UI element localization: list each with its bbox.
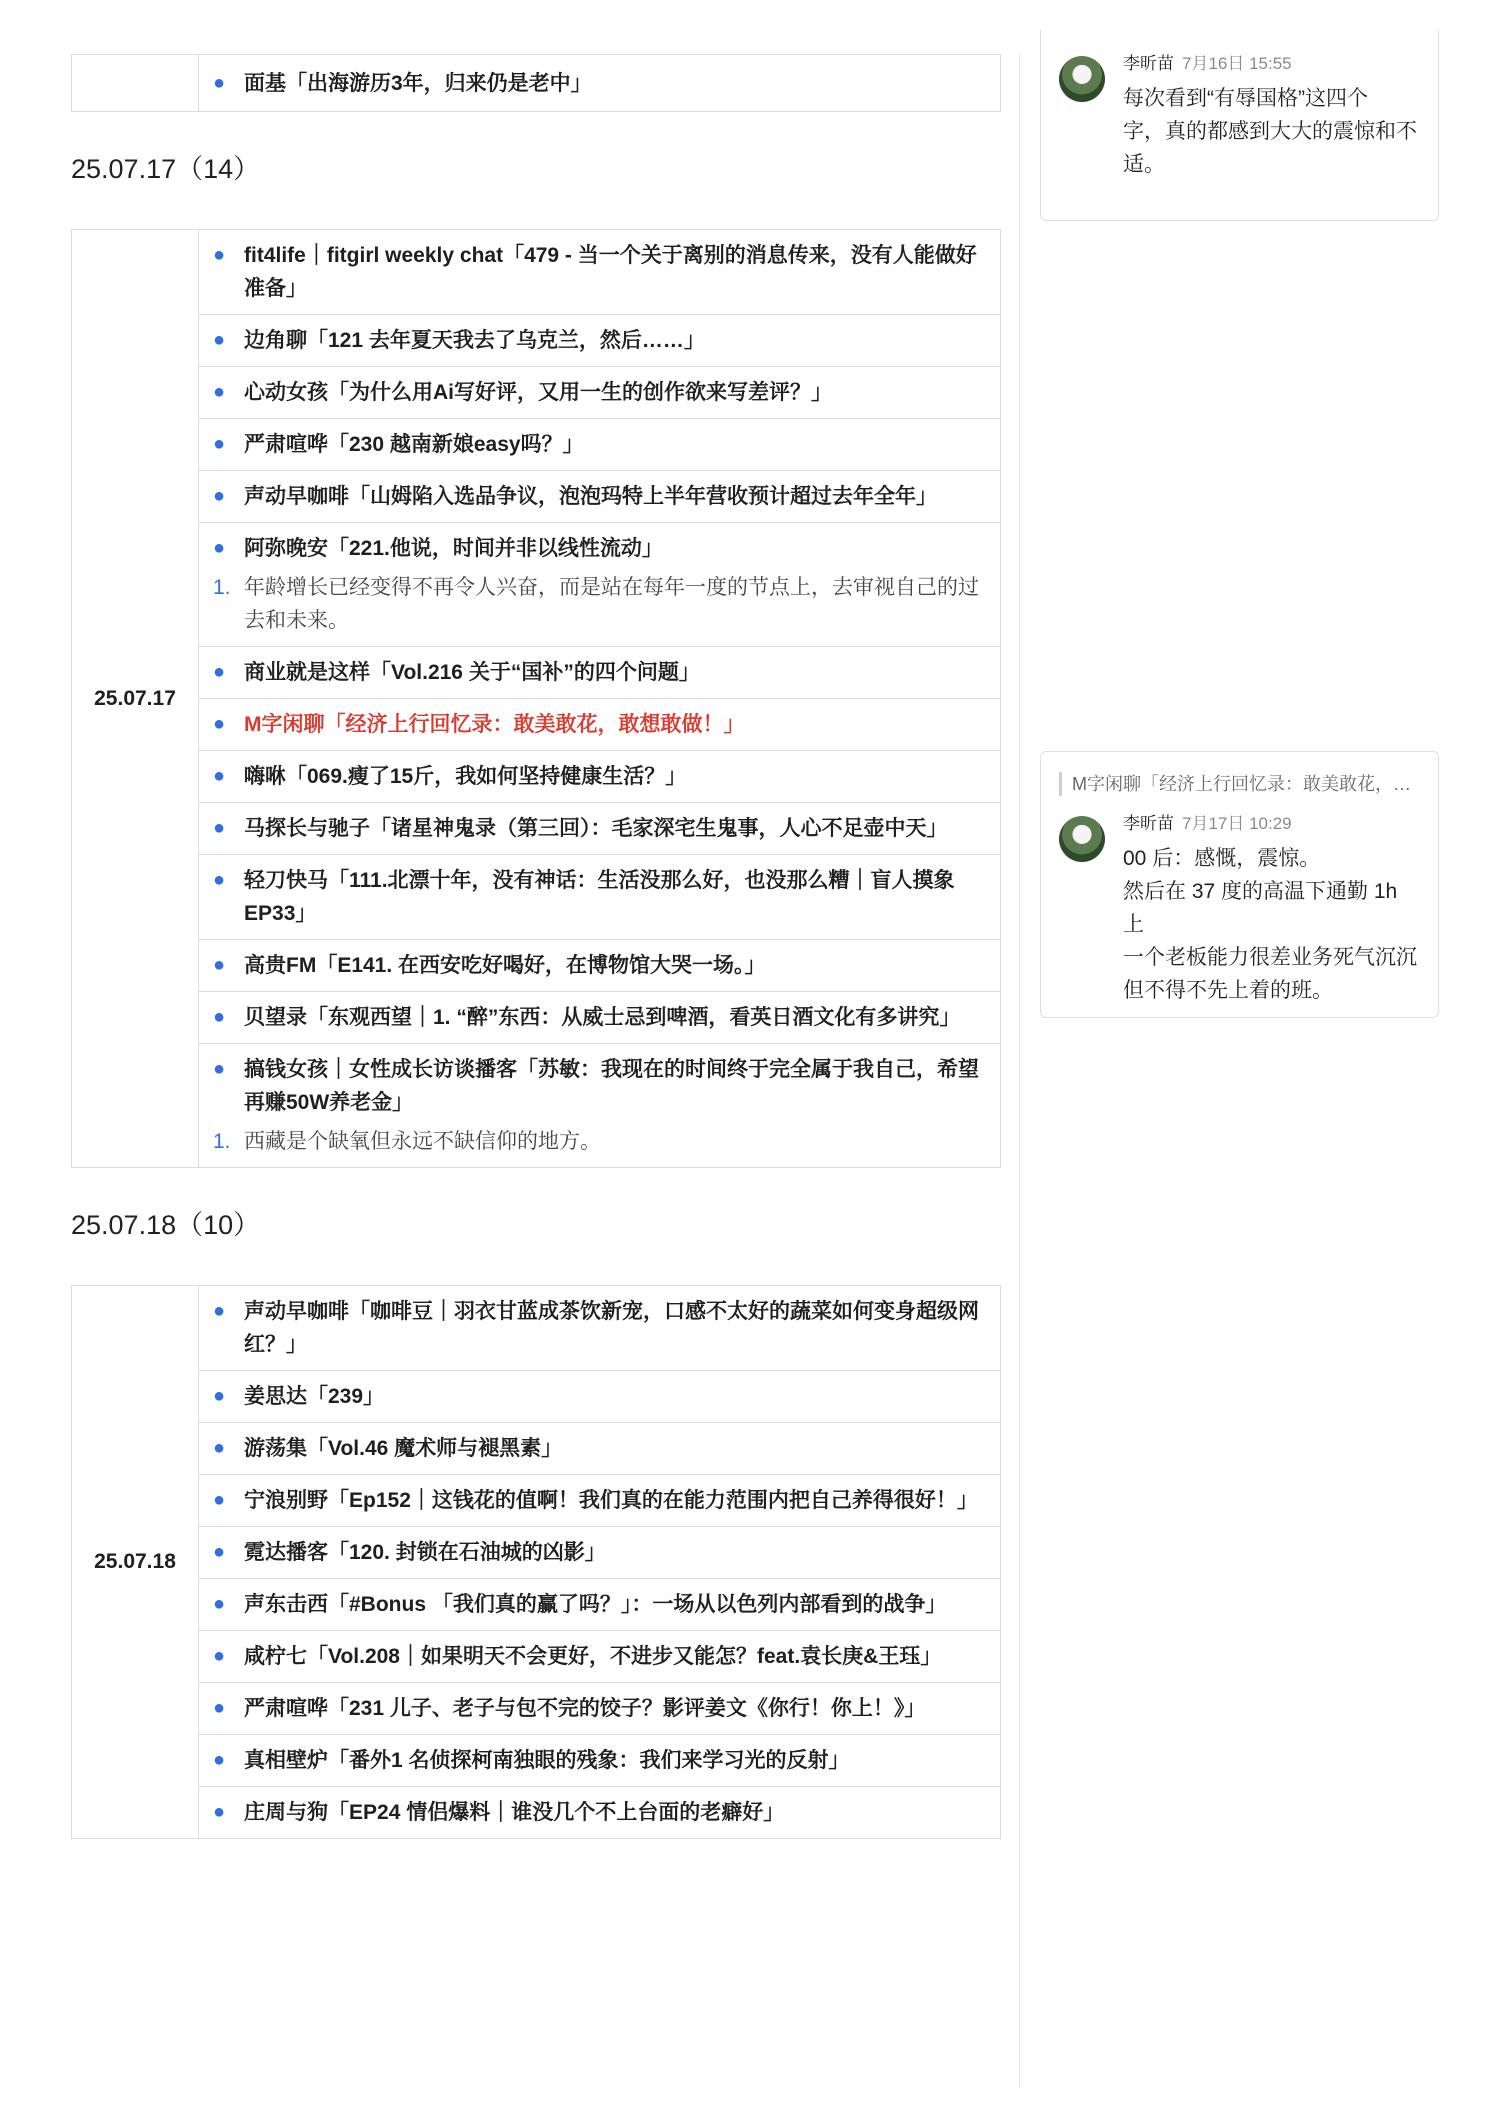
list-item bbox=[199, 523, 1001, 647]
bullet-icon: ● bbox=[213, 1593, 226, 1615]
bullet-icon: ● bbox=[213, 1697, 226, 1719]
section-heading: 25.07.18（10） bbox=[71, 1210, 261, 1240]
list-item bbox=[199, 940, 1001, 992]
list-item bbox=[199, 367, 1001, 419]
episode-title[interactable]: 贝望录「东观西望｜1. “醉”东西：从威士忌到啤酒，看英日酒文化有多讲究」 bbox=[244, 1006, 961, 1029]
episode-title[interactable]: 真相壁炉「番外1 名侦探柯南独眼的残象：我们来学习光的反射」 bbox=[244, 1749, 850, 1772]
day-table bbox=[71, 229, 1001, 1168]
bullet-icon: ● bbox=[213, 713, 226, 735]
comment-meta bbox=[1123, 52, 1420, 76]
episode-title[interactable]: 高贵FM「E141. 在西安吃好喝好，在博物馆大哭一场。」 bbox=[244, 954, 766, 977]
episode-title[interactable]: 心动女孩「为什么用Ai写好评，又用一生的创作欲来写差评？」 bbox=[244, 381, 832, 404]
date-cell-empty bbox=[72, 55, 199, 112]
list-item bbox=[199, 647, 1001, 699]
list-item bbox=[199, 1423, 1001, 1475]
episode-title[interactable]: 边角聊「121 去年夏天我去了乌克兰，然后……」 bbox=[244, 329, 705, 352]
list-item bbox=[199, 1527, 1001, 1579]
episode-title[interactable]: 咸柠七「Vol.208｜如果明天不会更好，不进步又能怎？feat.袁长庚&王珏」 bbox=[244, 1645, 942, 1668]
comment-body bbox=[1123, 812, 1420, 1007]
episode-title[interactable]: 严肃喧哗「230 越南新娘easy吗？」 bbox=[244, 433, 584, 456]
list-item bbox=[199, 803, 1001, 855]
date-cell: 25.07.17 bbox=[72, 230, 199, 1168]
comment-body bbox=[1123, 52, 1420, 181]
list-item bbox=[199, 1371, 1001, 1423]
list-item bbox=[199, 1475, 1001, 1527]
episode-title[interactable]: 轻刀快马「111.北漂十年，没有神话：生活没那么好，也没那么糟｜盲人摸象EP33」 bbox=[244, 869, 955, 925]
bullet-icon: ● bbox=[213, 381, 226, 403]
episode-title[interactable]: 面基「出海游历3年，归来仍是老中」 bbox=[244, 71, 592, 95]
comment-card bbox=[1040, 751, 1439, 1018]
bullet-icon: ● bbox=[213, 869, 226, 891]
episode-title[interactable]: 宁浪别野「Ep152｜这钱花的值啊！我们真的在能力范围内把自己养得很好！」 bbox=[244, 1489, 978, 1512]
bullet-icon: ● bbox=[213, 661, 226, 683]
bullet-icon: ● bbox=[213, 329, 226, 351]
bullet-icon: ● bbox=[213, 1645, 226, 1667]
bullet-icon: ● bbox=[213, 1489, 226, 1511]
comment-author: 李昕苗 bbox=[1123, 814, 1174, 833]
comment bbox=[1041, 796, 1438, 1007]
avatar bbox=[1059, 56, 1105, 102]
episode-title-highlighted[interactable]: M字闲聊「经济上行回忆录：敢美敢花，敢想敢做！」 bbox=[244, 713, 745, 736]
comment-card bbox=[1040, 30, 1439, 221]
comment-line: 但不得不先上着的班。 bbox=[1123, 979, 1333, 1002]
episode-title[interactable]: fit4life｜fitgirl weekly chat「479 - 当一个关于离别的消息传来，没有人能做好准备」 bbox=[244, 244, 977, 300]
list-item-highlighted bbox=[199, 699, 1001, 751]
list-item bbox=[199, 1683, 1001, 1735]
comment-line: 然后在 37 度的高温下通勤 1h 上 bbox=[1123, 880, 1398, 936]
previous-day-table-tail bbox=[71, 54, 1001, 112]
comment-author: 李昕苗 bbox=[1123, 54, 1174, 73]
episode-title[interactable]: 马探长与驰子「诸星神鬼录（第三回）：毛家深宅生鬼事，人心不足壶中天」 bbox=[244, 817, 948, 840]
list-item bbox=[199, 315, 1001, 367]
list-item bbox=[199, 55, 1001, 112]
episode-title[interactable]: 霓达播客「120. 封锁在石油城的凶影」 bbox=[244, 1541, 606, 1564]
comment-line: 适。 bbox=[1123, 153, 1165, 176]
bullet-icon: ● bbox=[213, 1006, 226, 1028]
episode-title[interactable]: 声东击西「#Bonus 「我们真的赢了吗？」：一场从以色列内部看到的战争」 bbox=[244, 1593, 947, 1616]
comment-time: 7月16日 15:55 bbox=[1182, 54, 1292, 73]
list-item bbox=[199, 1044, 1001, 1168]
bullet-icon: ● bbox=[213, 1541, 226, 1563]
comment-line: 一个老板能力很差业务死气沉沉 bbox=[1123, 946, 1417, 969]
bullet-icon: ● bbox=[213, 954, 226, 976]
bullet-icon: ● bbox=[213, 485, 226, 507]
list-item bbox=[199, 992, 1001, 1044]
comment-line: 字，真的都感到大大的震惊和不 bbox=[1123, 120, 1417, 143]
list-item bbox=[199, 1631, 1001, 1683]
episode-title[interactable]: 声动早咖啡「咖啡豆｜羽衣甘蓝成茶饮新宠，口感不太好的蔬菜如何变身超级网红？」 bbox=[244, 1300, 979, 1356]
bullet-icon: ● bbox=[213, 244, 226, 266]
comment-time: 7月17日 10:29 bbox=[1182, 814, 1292, 833]
bullet-icon: ● bbox=[213, 537, 226, 559]
comment bbox=[1041, 30, 1438, 181]
list-item bbox=[199, 1286, 1001, 1371]
section-heading: 25.07.17（14） bbox=[71, 154, 261, 184]
list-item bbox=[199, 471, 1001, 523]
day-table bbox=[71, 1285, 1001, 1839]
list-item bbox=[199, 751, 1001, 803]
episode-title[interactable]: 庄周与狗「EP24 情侣爆料｜谁没几个不上台面的老癖好」 bbox=[244, 1801, 785, 1824]
bullet-icon: ● bbox=[213, 433, 226, 455]
bullet-icon: ● bbox=[213, 1058, 226, 1080]
comment-meta bbox=[1123, 812, 1420, 836]
episode-title[interactable]: 商业就是这样「Vol.216 关于“国补”的四个问题」 bbox=[244, 661, 700, 684]
list-item bbox=[199, 1735, 1001, 1787]
quoted-text[interactable]: M字闲聊「经济上行回忆录：敢美敢花，… bbox=[1059, 772, 1427, 796]
comment-text bbox=[1123, 82, 1420, 181]
episode-title[interactable]: 姜思达「239」 bbox=[244, 1385, 385, 1408]
note-number: 1. bbox=[213, 576, 231, 599]
bullet-icon: ● bbox=[213, 1385, 226, 1407]
episode-title[interactable]: 嗨咻「069.瘦了15斤，我如何坚持健康生活？」 bbox=[244, 765, 687, 788]
avatar bbox=[1059, 816, 1105, 862]
main-content bbox=[71, 54, 1001, 1839]
list-item bbox=[199, 230, 1001, 315]
date-cell: 25.07.18 bbox=[72, 1286, 199, 1839]
episode-title[interactable]: 阿弥晚安「221.他说，时间并非以线性流动」 bbox=[244, 537, 663, 560]
list-item bbox=[199, 419, 1001, 471]
list-item bbox=[199, 1579, 1001, 1631]
sidebar-divider bbox=[1019, 54, 1020, 2088]
bullet-icon: ● bbox=[213, 1801, 226, 1823]
bullet-icon: ● bbox=[213, 765, 226, 787]
episode-title[interactable]: 严肃喧哗「231 儿子、老子与包不完的饺子？影评姜文《你行！你上！》」 bbox=[244, 1697, 926, 1720]
episode-title[interactable]: 搞钱女孩｜女性成长访谈播客「苏敏：我现在的时间终于完全属于我自己，希望再赚50W养老金」 bbox=[244, 1058, 979, 1114]
episode-title[interactable]: 声动早咖啡「山姆陷入选品争议，泡泡玛特上半年营收预计超过去年全年」 bbox=[244, 485, 937, 508]
list-item bbox=[199, 855, 1001, 940]
note-number: 1. bbox=[213, 1130, 231, 1153]
bullet-icon: ● bbox=[213, 1437, 226, 1459]
episode-note: 年龄增长已经变得不再令人兴奋，而是站在每年一度的节点上，去审视自己的过去和未来。 bbox=[244, 576, 979, 632]
episode-title[interactable]: 游荡集「Vol.46 魔术师与褪黑素」 bbox=[244, 1437, 563, 1460]
episode-note: 西藏是个缺氧但永远不缺信仰的地方。 bbox=[244, 1130, 601, 1153]
comment-text bbox=[1123, 842, 1420, 1007]
bullet-icon: ● bbox=[213, 817, 226, 839]
bullet-icon: ● bbox=[213, 1749, 226, 1771]
bullet-icon: ● bbox=[213, 1300, 226, 1322]
bullet-icon: ● bbox=[213, 71, 226, 94]
list-item bbox=[199, 1787, 1001, 1839]
comment-line: 00 后：感慨，震惊。 bbox=[1123, 847, 1321, 870]
comment-line: 每次看到“有辱国格”这四个 bbox=[1123, 87, 1368, 110]
